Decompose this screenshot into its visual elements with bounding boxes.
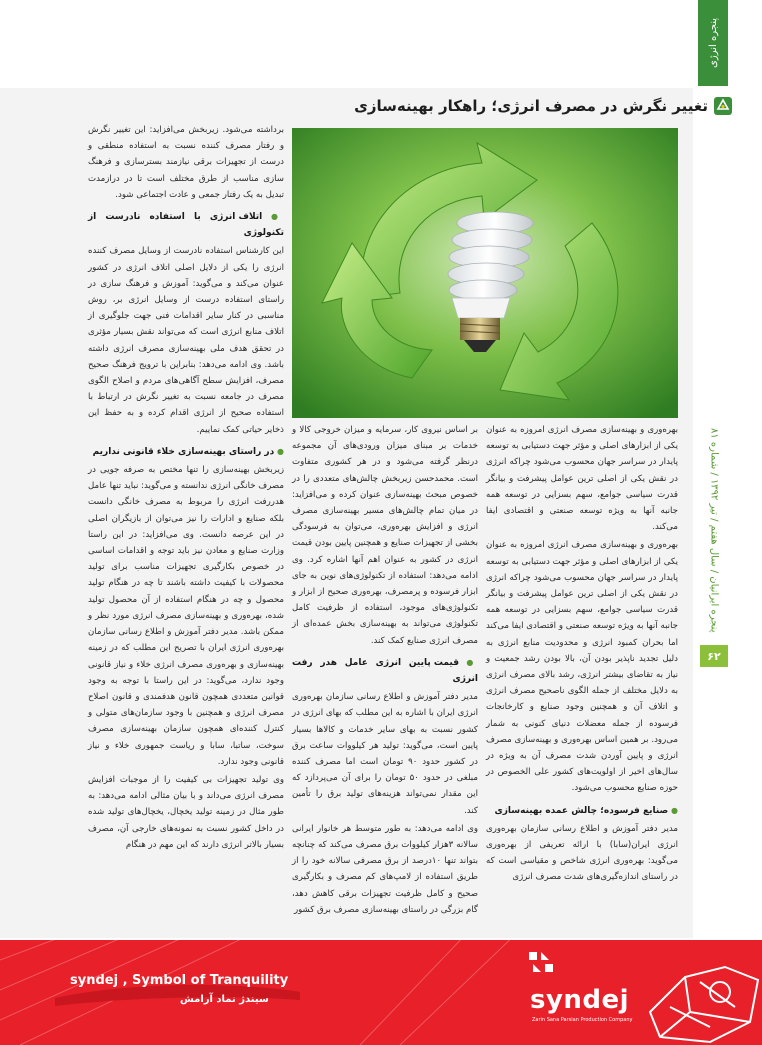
subheading: ● در راستای بهینه‌سازی خلاء قانونی نداریم — [88, 444, 284, 460]
subheading: ● اتلاف انرژی با استفاده نادرست از تکنولوژی — [88, 209, 284, 241]
article-column-middle — [292, 422, 478, 920]
paragraph: این کارشناس استفاده نادرست از وسایل مصرف کننده انرژی را یکی از دلایل اصلی اتلاف انرژی در کشور عنوان می‌کند و می‌گوید: آموزش و فرهنگ سازی در راستای استفاده درست از وسایل انرژی بر، روش مناسبی در کنار سایر اقدامات فنی جهت جلوگیری از اتلاف منابع انرژی است که می‌تواند نقش بسیار مؤثری در تحقق هدف ملی بهینه‌سازی مصرف انرژی داشته باشد. وی ادامه می‌دهد: بنابراین با ترویج فرهنگ صحیح مصرف، افزایش سطح آگاهی‌های مردم و اصلاح الگوی مصرف در جامعه نسبت به تغییر نگرش در ارتباط با استفاده صحیح از انرژی اقدام کرده و به حفظ این ذخایر حیاتی کمک نماییم. — [88, 246, 284, 435]
article-column-right — [486, 422, 678, 888]
paragraph: زیربخش بهینه‌سازی را تنها مختص به صرفه جویی در مصرف خانگی انرژی ندانسته و می‌گوید: نباید تنها عامل هدررفت انرژی را مربوط به مصرف خانگی دانست بلکه صنایع و ادارات را نیز می‌توان از بازیگران اصلی در این عرصه دانست. وی می‌افزاید: در این راستا وزارت صنایع و معادن نیز باید توجه و اقدامات اساسی در خصوص بکارگیری تجهیزات مناسب برای تولید محصولات با کیفیت داشته باشند تا چه در هنگام تولید محصول و چه در هنگام استفاده از آن محصول تولید شده، بهره‌وری و بهینه‌سازی مصرف انرژی مورد نظر و ممکن باشد. مدیر دفتر آموزش و اطلاع رسانی سازمان بهره‌وری انرژی ایران با تصریح این مطلب که در زمینه بهینه‌سازی و بهره‌وری مصرف انرژی خلاء و نیاز قانونی وجود ندارد، می‌گوید: در این راستا با توجه به وجود قوانین متعددی همچون قانون هدفمندی و قانون اصلاح مصرف انرژی و همچنین با وجود سازمان‌های متولی و کنترل کننده‌ای همچون سازمان بهینه‌سازی مصرف سوخت، ساتبا، سابا و ریاست جمهوری خلاء و نیاز قانونی وجود ندارد. — [88, 465, 284, 767]
paragraph: وی ادامه می‌دهد: به طور متوسط هر خانوار ایرانی سالانه ۳هزار کیلووات برق مصرف می‌کند که چنانچه بتواند تنها ۱۰درصد از برق مصرفی سالانه خود را از طریق استفاده از لامپ‌های کم مصرف و بکارگیری صحیح و کامل ظرفیت تجهیزات برقی کاهش دهد، گام بزرگی در راستای بهینه‌سازی مصرف برق کشور — [292, 823, 479, 915]
footer-slogan-en: syndej , Symbol of Tranquility — [70, 973, 289, 988]
article-title-row — [354, 97, 732, 115]
section-tab-label: پنجره انرژی — [707, 18, 719, 68]
section-tab — [698, 0, 728, 86]
subheading: ● صنایع فرسوده؛ چالش عمده بهینه‌سازی — [486, 803, 678, 819]
footer-slogan-fa: سیندژ نماد آرامش — [180, 994, 269, 1005]
paragraph: وی تولید تجهیزات بی کیفیت را از موجبات افزایش مصرف انرژی می‌داند و با بیان مثالی ادامه می‌دهد: به طور مثال در زمینه تولید یخچال، یخچال‌های تولید شده در داخل کشور نسبت به نمونه‌های خارجی آن، مصرف بسیار بالاتر انرژی دارند که این مهم در هنگام — [88, 774, 284, 850]
paragraph: برداشته می‌شود. زیربخش می‌افزاید: این تغییر نگرش و رفتار مصرف کننده نسبت به استفاده منطقی و درست از تجهیزات برقی نیازمند بسترسازی و فرهنگ سازی مناسب از طرق مختلف است تا در درازمدت تبدیل به یک رفتار جمعی و عادت اجتماعی شود. — [88, 125, 284, 200]
paragraph: بر اساس نیروی کار، سرمایه و میزان خروجی کالا و خدمات بر مبنای میزان ورودی‌های آن مجموعه درنظر گرفته می‌شود و در هر کشوری متفاوت است. محمدحسن زیربخش چالش‌های متعددی را در خصوص مبحث بهینه‌سازی عنوان کرده و می‌افزاید: در میان تمام چالش‌های مسیر بهینه‌سازی مصرف انرژی و افزایش بهره‌وری، می‌توان به فرسودگی بخشی از تجهیزات صنایع و همچنین پایین بودن قیمت انرژی در کشور به عنوان اهم آنها اشاره کرد. وی ادامه می‌دهد: استفاده از تکنولوژی‌های نوین به جای ابزار فرسوده و پرمصرف، بهره‌وری صحیح از ابزار و تکنولوژی‌های موجود، استفاده از ظرفیت کامل تکنولوژی می‌تواند به بهینه‌سازی بخش عمده‌ای از مصرف انرژی صنایع کمک کند. — [292, 425, 478, 646]
shower-machine-icon — [640, 952, 762, 1045]
paragraph: بهره‌وری و بهینه‌سازی مصرف انرژی امروزه به عنوان یکی از ابزارهای اصلی و مؤثر جهت دستیابی به توسعه پایدار در سراسر جهان محسوب می‌شود چراکه انرژی در نقش یکی از اصلی ترین عوامل پیشرفت و بیانگر قدرت سیاسی جوامع، سهم بسزایی در توسعه همه جانبه آنها به ویژه توسعه صنعتی و اقتصادی ایفا می‌کند اما بحران کمبود انرژی و محدودیت منابع انرژی به دلیل تجدید ناپذیر بودن آن، بالا بودن رشد جمعیت و نیاز به تقاضای بیشتر انرژی، رشد بالای مصرف انرژی به دلایل مختلف از جمله الگوی ناصحیح مصرف انرژی و اتلاف آن و همچنین وجود صنایع و کارخانجات فرسوده از جمله معضلات دنیای کنونی به شمار می‌رود. بر همین اساس بهره‌وری و بهینه‌سازی مصرف انرژی و پایین آوردن شدت مصرف آن به ویژه در سال‌های اخیر از اولویت‌های کشور علی الخصوص در حوزه صنایع محسوب می‌شود. — [486, 540, 678, 794]
recycle-leaf-icon — [714, 97, 732, 115]
syndej-logo-subtitle: Zarin Sana Parsian Production Company — [532, 1017, 633, 1023]
subheading: ● قیمت پایین انرژی عامل هدر رفت انرژی — [292, 655, 478, 687]
syndej-logo-icon — [527, 948, 555, 982]
syndej-logo-text: syndej — [530, 985, 630, 1015]
paragraph: مدیر دفتر آموزش و اطلاع رسانی سازمان بهره‌وری انرژی ایران با اشاره به این مطلب که بهای انرژی در کشور نسبت به بهای سایر خدمات و کالاها بسیار پایین است، می‌گوید: تولید هر کیلووات ساعت برق در کشور حدود ۹۰ تومان است اما مصرف کننده مبلغی در حدود ۵۰ تومان را برای آن می‌پردازد که این مقدار نمی‌تواند هزینه‌های تولید برق را تأمین کند. — [292, 692, 479, 816]
issue-line — [700, 415, 728, 645]
cfl-bulb-image — [292, 128, 678, 418]
paragraph: بهره‌وری و بهینه‌سازی مصرف انرژی امروزه به عنوان یکی از ابزارهای اصلی و مؤثر جهت دستیابی به توسعه پایدار در سراسر جهان محسوب می‌شود چراکه انرژی در نقش یکی از اصلی ترین عوامل پیشرفت و بیانگر قدرت سیاسی جوامع، سهم بسزایی در توسعه همه جانبه آنها به ویژه توسعه صنعتی و اقتصادی ایفا می‌کند. — [486, 425, 678, 533]
article-title: تغییر نگرش در مصرف انرژی؛ راهکار بهینه‌سازی — [354, 97, 708, 115]
page-number: ۶۲ — [700, 645, 728, 667]
issue-line-text: پنجره ایرانیان / سال هفتم / تیر ۱۳۹۲ / شماره ۸۱ — [708, 427, 720, 633]
paragraph: مدیر دفتر آموزش و اطلاع رسانی سازمان بهره‌وری انرژی ایران(سابا) با ارائه تعریفی از بهره‌وری می‌گوید: بهره‌وری انرژی شاخص و مقیاسی است که در راستای اندازه‌گیری‌های شدت مصرف انرژی — [486, 823, 678, 883]
article-column-left — [88, 122, 284, 855]
